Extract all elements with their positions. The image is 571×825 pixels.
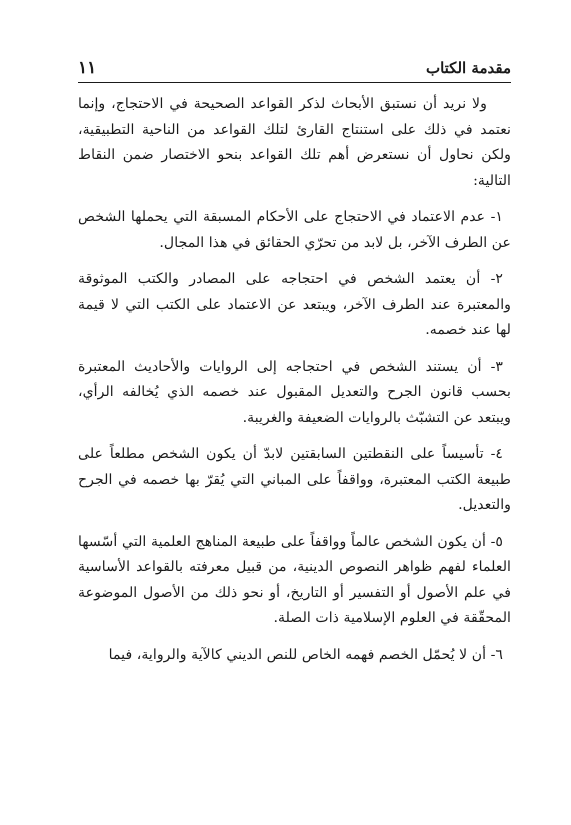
body-text (78, 92, 511, 679)
point-3: ٣- أن يستند الشخص في احتجاجه إلى الروايات والأحاديث المعتبرة بحسب قانون الجرح والتعديل المقبول عند خصمه الذي يُخالفه الرأي، ويبتعد عن التشبّث بالروايات الضعيفة والغريبة. (78, 358, 511, 426)
point-6: ٦- أن لا يُحمّل الخصم فهمه الخاص للنص الديني كالآية والرواية، فيما (108, 646, 503, 663)
chapter-title: مقدمة الكتاب (425, 59, 511, 77)
point-1: ١- عدم الاعتماد في الاحتجاج على الأحكام المسبقة التي يحملها الشخص عن الطرف الآخر، بل لابد من تحرّي الحقائق في هذا المجال. (78, 209, 511, 251)
page-number: ١١ (78, 58, 97, 78)
point-2: ٢- أن يعتمد الشخص في احتجاجه على المصادر والكتب الموثوقة والمعتبرة عند الطرف الآخر، ويبتعد عن الاعتماد على الكتب التي لا قيمة لها عند خصمه. (78, 271, 511, 338)
running-header (78, 56, 511, 83)
point-4: ٤- تأسيساً على النقطتين السابقتين لابدّ أن يكون الشخص مطلعاً على طبيعة الكتب المعتبرة، وواقفاً على المباني التي يُقرّ بها خصمه في الجرح والتعديل. (78, 446, 511, 513)
point-5: ٥- أن يكون الشخص عالماً وواقفاً على طبيعة المناهج العلمية التي أسّسها العلماء لفهم ظواهر النصوص الدينية، من قبيل معرفته بالقواعد الأساسية في علم الأصول أو التفسير أو التاريخ، أو نحو ذلك من الأصول الموضوعة المحقّقة في العلوم الإسلامية ذات الصلة. (78, 533, 511, 626)
intro-paragraph: ولا نريد أن نستبق الأبحاث لذكر القواعد الصحيحة في الاحتجاج، وإنما نعتمد في ذلك على استنتاج القارئ لتلك القواعد من الناحية التطبيقية، ولكن نحاول أن نستعرض أهم تلك القواعد بنحو الاختصار ضمن النقاط التالية: (78, 96, 511, 189)
